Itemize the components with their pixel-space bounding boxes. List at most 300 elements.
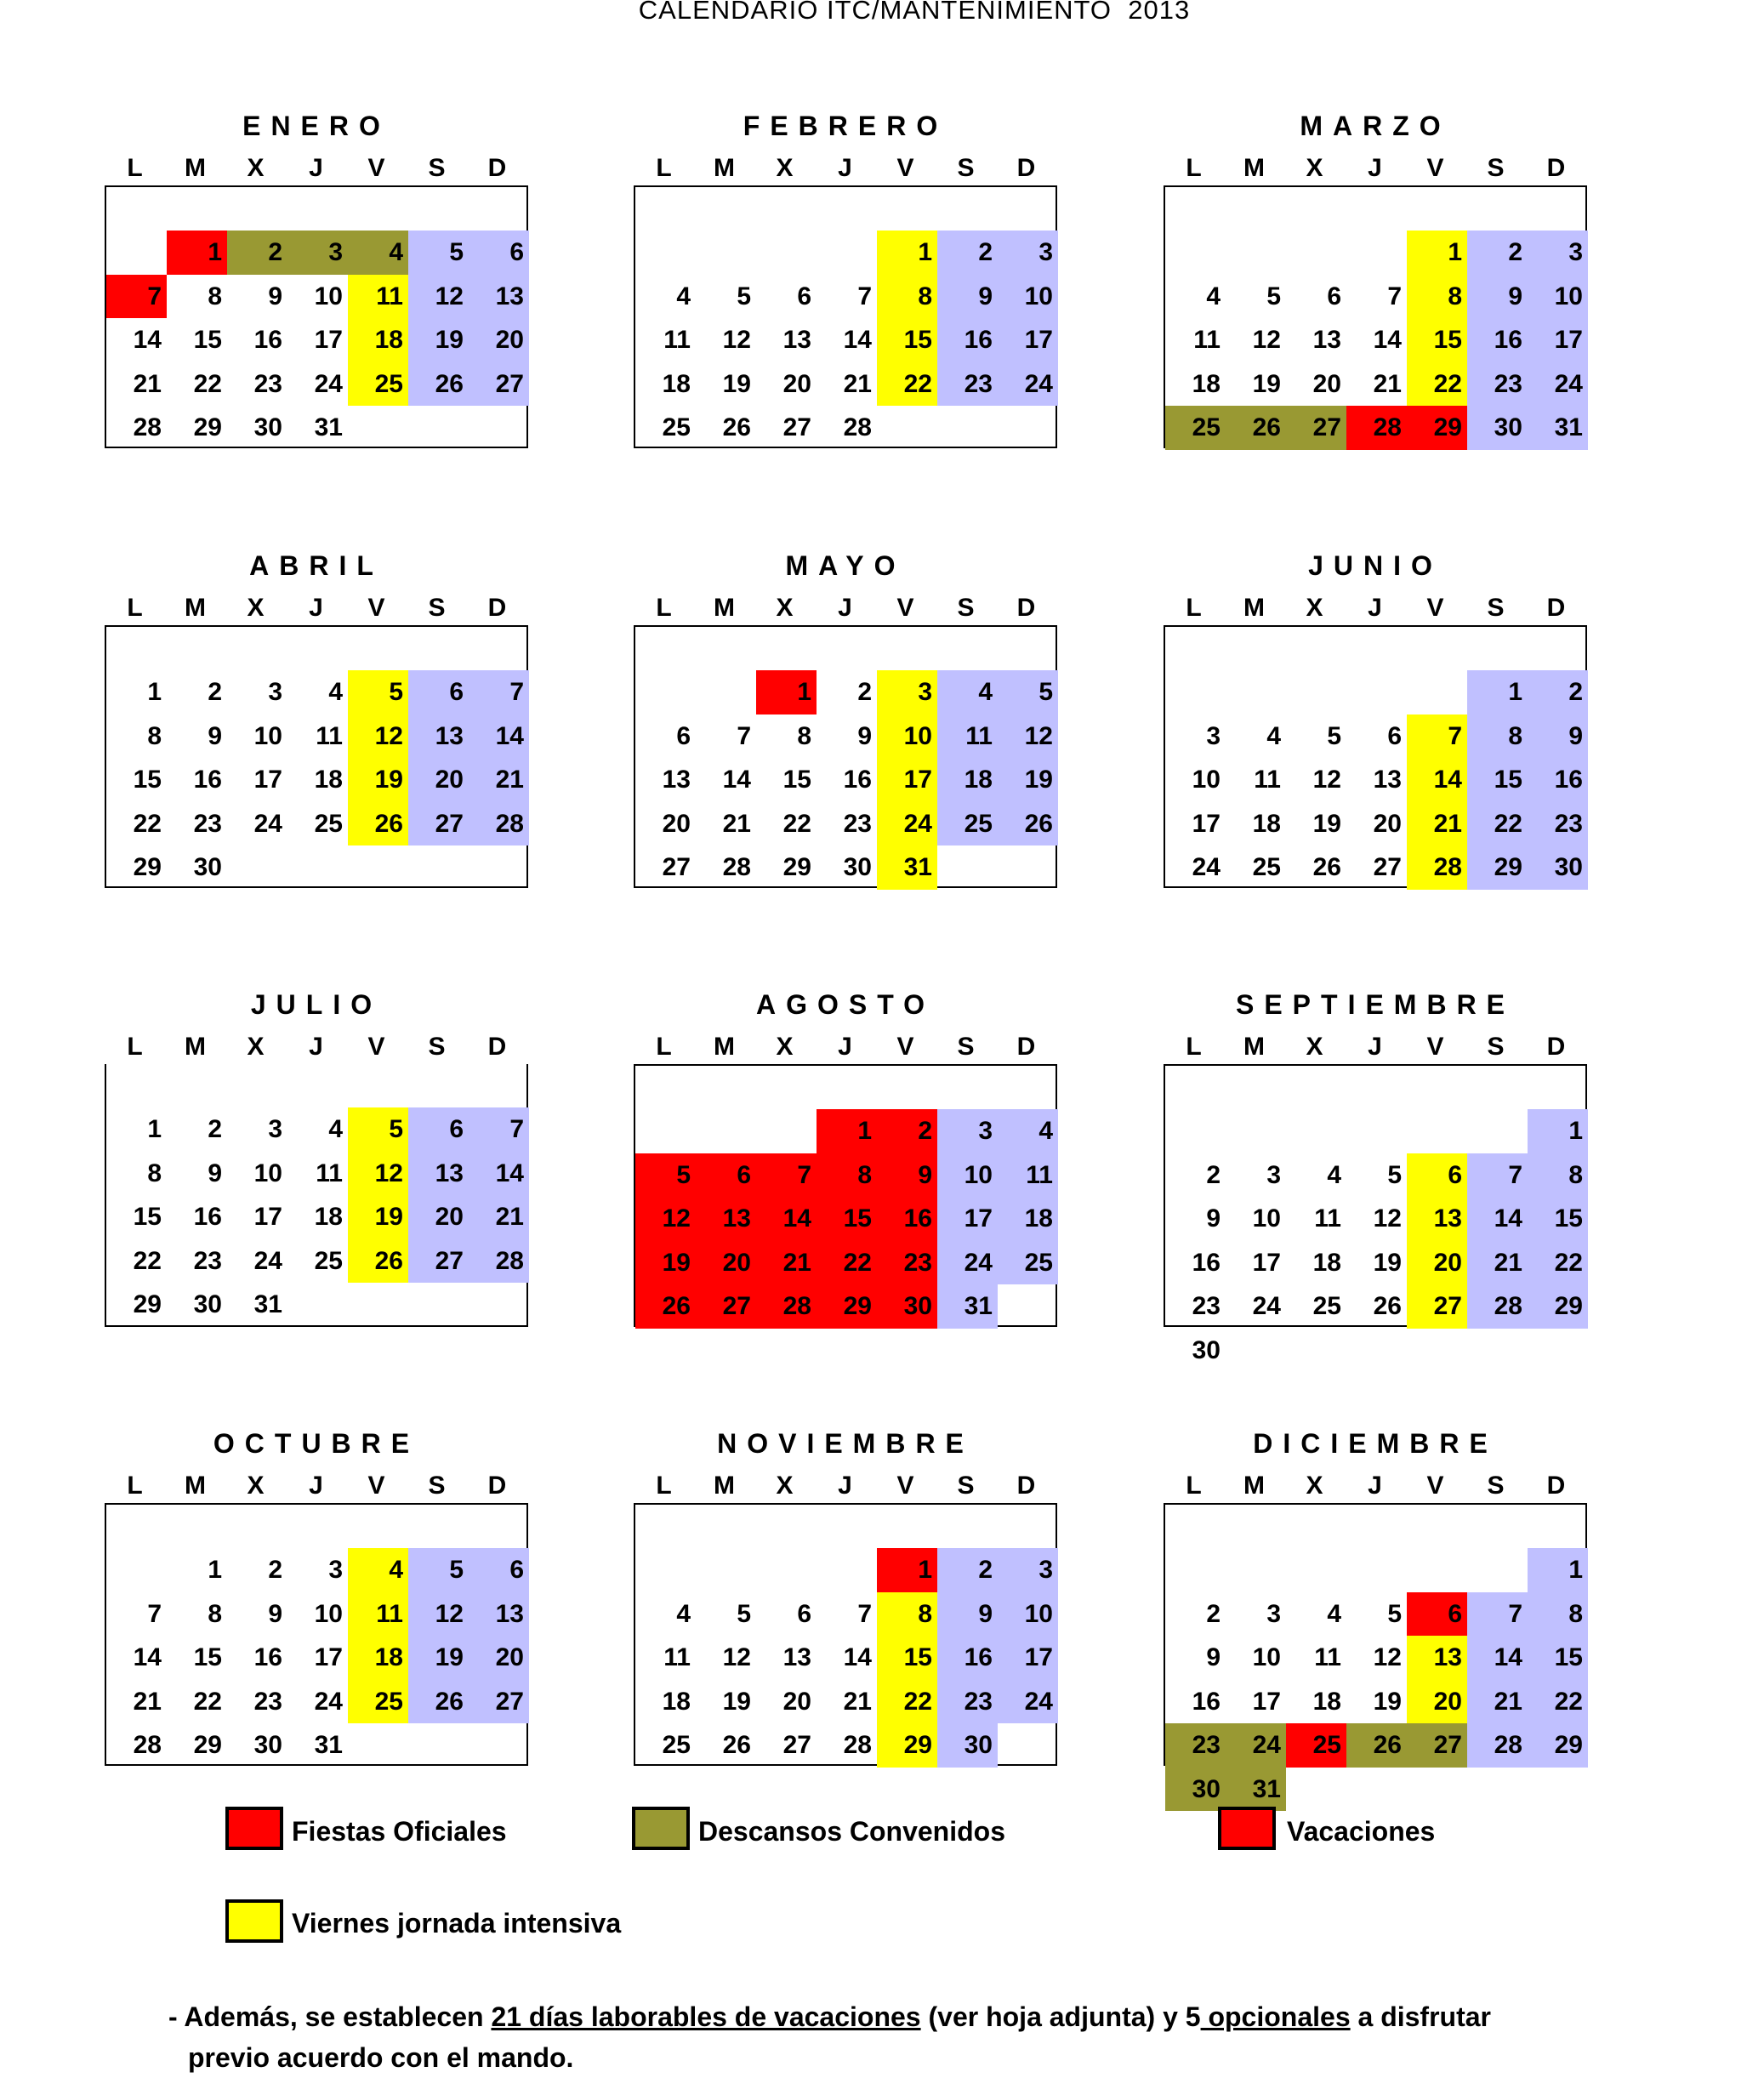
day-cell: 14	[1407, 758, 1467, 802]
weekday-header	[1164, 154, 1587, 188]
day-cell: 19	[348, 758, 408, 802]
day-cell: 4	[1266, 721, 1281, 750]
day-cell: 10	[253, 1159, 282, 1187]
weekday-label: V	[896, 1033, 914, 1061]
day-cell: 4	[676, 282, 691, 310]
day-cell: 17	[1192, 809, 1221, 838]
day-cell: 13	[782, 326, 811, 354]
weekday-label: M	[1243, 594, 1265, 622]
day-cell: 4	[676, 1599, 691, 1628]
weekday-label: J	[1368, 1033, 1382, 1061]
day-cell: 25	[662, 413, 691, 441]
day-cell: 25	[1286, 1723, 1346, 1768]
day-cell: 16	[937, 1636, 998, 1680]
weekday-label: X	[776, 1472, 794, 1500]
weekday-header	[634, 1472, 1057, 1506]
day-cell: 31	[877, 845, 937, 890]
day-cell: 16	[193, 766, 222, 794]
day-cell: 12	[1373, 1204, 1402, 1233]
day-cell: 6	[1407, 1153, 1467, 1198]
day-cell: 30	[937, 1723, 998, 1768]
day-cell: 13	[408, 714, 469, 759]
day-cell: 30	[193, 1290, 222, 1318]
note-part-2: 21 días laborables de vacaciones	[491, 2001, 921, 2032]
day-cell: 16	[193, 1203, 222, 1231]
day-cell: 10	[253, 721, 282, 750]
day-cell: 15	[1528, 1197, 1588, 1241]
day-cell: 10	[998, 1592, 1058, 1637]
day-cell: 7	[1407, 714, 1467, 759]
day-cell: 11	[1254, 766, 1281, 794]
weekday-label: D	[1546, 594, 1566, 622]
day-cell: 6	[797, 1599, 811, 1628]
weekday-label: D	[1016, 594, 1036, 622]
day-cell: 4	[348, 1548, 408, 1592]
day-cell: 8	[877, 1592, 937, 1637]
day-cell: 20	[1407, 1680, 1467, 1724]
day-cell: 26	[722, 1731, 751, 1759]
weekday-label: M	[714, 1472, 735, 1500]
day-cell: 17	[998, 318, 1058, 362]
day-cell: 7	[1467, 1153, 1528, 1198]
day-cell: 24	[314, 369, 343, 398]
weekday-label: J	[838, 1472, 852, 1500]
weekday-label: M	[185, 594, 206, 622]
day-cell: 20	[469, 1636, 529, 1680]
day-cell: 11	[1314, 1643, 1341, 1671]
weekday-label: L	[127, 1033, 143, 1061]
day-cell: 20	[1312, 369, 1341, 398]
weekday-label: M	[185, 1033, 206, 1061]
day-cell: 14	[843, 326, 872, 354]
day-cell: 24	[253, 809, 282, 838]
day-cell: 20	[469, 318, 529, 362]
day-cell: 26	[998, 802, 1058, 846]
day-cell: 25	[314, 1246, 343, 1275]
legend-swatch-vacaciones	[1218, 1807, 1276, 1850]
weekday-label: V	[896, 594, 914, 622]
day-cell: 18	[937, 758, 998, 802]
day-cell: 28	[756, 1284, 817, 1329]
day-cell: 24	[1192, 853, 1221, 881]
day-cell: 8	[797, 721, 811, 750]
day-cell: 2	[1206, 1160, 1221, 1189]
day-cell: 1	[1467, 670, 1528, 714]
weekday-header	[105, 1033, 528, 1067]
day-cell: 21	[1467, 1680, 1528, 1724]
day-cell: 9	[857, 721, 872, 750]
day-cell: 19	[408, 318, 469, 362]
day-cell: 23	[253, 1687, 282, 1716]
day-cell: 12	[722, 1643, 751, 1671]
day-cell: 26	[1312, 853, 1341, 881]
day-cell: 7	[1467, 1592, 1528, 1637]
weekday-label: L	[656, 154, 672, 182]
day-cell: 19	[348, 1195, 408, 1239]
day-cell: 13	[1312, 326, 1341, 354]
weekday-label: L	[127, 154, 143, 182]
day-cell: 7	[106, 275, 167, 319]
weekday-label: D	[1016, 1033, 1036, 1061]
weekday-label: S	[428, 1033, 446, 1061]
weekday-label: L	[127, 1472, 143, 1500]
day-cell: 5	[998, 670, 1058, 714]
weekday-label: D	[1016, 154, 1036, 182]
day-cell: 27	[408, 802, 469, 846]
month-name: JULIO	[250, 989, 383, 1020]
day-cell: 8	[1407, 275, 1467, 319]
day-cell: 13	[782, 1643, 811, 1671]
day-cell: 10	[937, 1153, 998, 1198]
day-cell: 5	[1266, 282, 1281, 310]
day-cell: 10	[998, 275, 1058, 319]
day-cell: 23	[253, 369, 282, 398]
day-cell: 29	[133, 1290, 162, 1318]
month-grid	[105, 1503, 528, 1766]
day-cell: 17	[314, 326, 343, 354]
day-cell: 8	[1528, 1592, 1588, 1637]
weekday-label: L	[1186, 1033, 1202, 1061]
day-cell: 21	[756, 1241, 817, 1285]
month-grid	[1164, 1503, 1587, 1803]
day-cell: 18	[1192, 369, 1221, 398]
month-grid	[105, 185, 528, 448]
day-cell: 14	[469, 1152, 529, 1196]
day-cell: 28	[843, 413, 872, 441]
day-cell: 28	[469, 802, 529, 846]
day-cell: 5	[348, 670, 408, 714]
day-cell: 3	[998, 231, 1058, 275]
day-cell: 29	[193, 413, 222, 441]
weekday-label: S	[1487, 1033, 1505, 1061]
weekday-header	[105, 1472, 528, 1506]
day-cell: 12	[1312, 766, 1341, 794]
day-cell: 9	[268, 282, 282, 310]
weekday-label: V	[367, 1033, 385, 1061]
day-cell: 12	[635, 1197, 696, 1241]
day-cell: 18	[314, 766, 343, 794]
day-cell: 11	[1193, 326, 1221, 354]
day-cell: 1	[147, 1115, 162, 1143]
weekday-label: D	[1546, 1472, 1566, 1500]
day-cell: 23	[937, 1680, 998, 1724]
day-cell: 22	[877, 362, 937, 407]
day-cell: 3	[1528, 231, 1588, 275]
day-cell: 17	[1252, 1687, 1281, 1716]
day-cell: 19	[722, 1687, 751, 1716]
day-cell: 23	[877, 1241, 937, 1285]
month-name: ENERO	[242, 111, 390, 141]
day-cell: 3	[1266, 1599, 1281, 1628]
weekday-label: S	[1487, 1472, 1505, 1500]
day-cell: 5	[1327, 721, 1341, 750]
day-cell: 17	[877, 758, 937, 802]
month-grid	[634, 625, 1057, 888]
day-cell: 31	[1226, 1768, 1286, 1812]
day-cell: 11	[663, 326, 691, 354]
day-cell: 31	[314, 413, 343, 441]
weekday-label: L	[656, 1033, 672, 1061]
day-cell: 14	[1467, 1636, 1528, 1680]
day-cell: 29	[1467, 845, 1528, 890]
weekday-label: S	[957, 1472, 975, 1500]
day-cell: 24	[937, 1241, 998, 1285]
day-cell: 29	[877, 1723, 937, 1768]
day-cell: 31	[314, 1731, 343, 1759]
day-cell: 24	[1252, 1292, 1281, 1320]
day-cell: 14	[756, 1197, 817, 1241]
day-cell: 22	[1407, 362, 1467, 407]
day-cell: 14	[843, 1643, 872, 1671]
month-name: FEBRERO	[743, 111, 948, 141]
day-cell: 2	[877, 1109, 937, 1153]
weekday-label: S	[957, 154, 975, 182]
weekday-label: X	[1306, 594, 1323, 622]
day-cell: 21	[133, 1687, 162, 1716]
month-name: ABRIL	[249, 550, 384, 581]
day-cell: 7	[857, 1599, 872, 1628]
day-cell: 31	[1528, 406, 1588, 450]
day-cell: 8	[1467, 714, 1528, 759]
day-cell: 27	[469, 1680, 529, 1724]
day-cell: 13	[469, 1592, 529, 1637]
day-cell: 16	[253, 326, 282, 354]
day-cell: 8	[208, 282, 222, 310]
day-cell: 1	[1528, 1109, 1588, 1153]
weekday-header	[634, 154, 1057, 188]
day-cell: 20	[1373, 809, 1402, 838]
weekday-label: X	[776, 1033, 794, 1061]
weekday-label: V	[367, 1472, 385, 1500]
day-cell: 2	[1206, 1599, 1221, 1628]
day-cell: 10	[1528, 275, 1588, 319]
day-cell: 29	[1407, 406, 1467, 450]
weekday-label: M	[1243, 1472, 1265, 1500]
month-grid	[105, 1064, 528, 1327]
day-cell: 14	[469, 714, 529, 759]
legend-label-descansos: Descansos Convenidos	[698, 1816, 1005, 1847]
day-cell: 6	[1407, 1592, 1467, 1637]
day-cell: 16	[1192, 1248, 1221, 1277]
day-cell: 15	[817, 1197, 877, 1241]
weekday-label: V	[1426, 154, 1444, 182]
day-cell: 27	[1407, 1723, 1467, 1768]
day-cell: 15	[1467, 758, 1528, 802]
weekday-label: J	[838, 594, 852, 622]
month-grid	[634, 185, 1057, 448]
day-cell: 9	[877, 1153, 937, 1198]
day-cell: 18	[314, 1203, 343, 1231]
day-cell: 13	[1407, 1636, 1467, 1680]
day-cell: 27	[696, 1284, 756, 1329]
day-cell: 29	[1528, 1723, 1588, 1768]
month-grid	[634, 1064, 1057, 1327]
day-cell: 10	[314, 1599, 343, 1628]
day-cell: 22	[1528, 1680, 1588, 1724]
day-cell: 22	[1467, 802, 1528, 846]
day-cell: 4	[1327, 1160, 1341, 1189]
weekday-label: V	[1426, 1033, 1444, 1061]
day-cell: 20	[696, 1241, 756, 1285]
legend-label-viernes: Viernes jornada intensiva	[292, 1908, 622, 1939]
day-cell: 9	[208, 721, 222, 750]
day-cell: 5	[408, 231, 469, 275]
day-cell: 25	[348, 1680, 408, 1724]
day-cell: 29	[817, 1284, 877, 1329]
day-cell: 22	[133, 1246, 162, 1275]
day-cell: 27	[1286, 406, 1346, 450]
day-cell: 16	[877, 1197, 937, 1241]
month-grid	[1164, 625, 1587, 888]
day-cell: 19	[408, 1636, 469, 1680]
day-cell: 27	[1373, 853, 1402, 881]
day-cell: 26	[635, 1284, 696, 1329]
weekday-label: V	[1426, 594, 1444, 622]
day-cell: 1	[877, 231, 937, 275]
day-cell: 26	[408, 1680, 469, 1724]
weekday-label: V	[367, 154, 385, 182]
weekday-label: L	[656, 1472, 672, 1500]
weekday-label: S	[428, 154, 446, 182]
day-cell: 19	[1312, 809, 1341, 838]
day-cell: 11	[348, 275, 408, 319]
day-cell: 1	[817, 1109, 877, 1153]
note-part-4: opcionales	[1200, 2001, 1351, 2032]
day-cell: 10	[314, 282, 343, 310]
day-cell: 4	[328, 1115, 343, 1143]
weekday-label: X	[1306, 1472, 1323, 1500]
weekday-label: J	[309, 594, 323, 622]
day-cell: 27	[469, 362, 529, 407]
day-cell: 12	[408, 275, 469, 319]
day-cell: 18	[348, 1636, 408, 1680]
day-cell: 7	[857, 282, 872, 310]
day-cell: 23	[1467, 362, 1528, 407]
day-cell: 7	[756, 1153, 817, 1198]
legend-label-vacaciones: Vacaciones	[1287, 1816, 1436, 1847]
weekday-label: L	[1186, 594, 1202, 622]
day-cell: 20	[782, 1687, 811, 1716]
day-cell: 10	[1252, 1643, 1281, 1671]
day-cell: 28	[722, 853, 751, 881]
day-cell: 28	[133, 413, 162, 441]
day-cell: 21	[843, 1687, 872, 1716]
day-cell: 19	[1373, 1248, 1402, 1277]
day-cell: 7	[469, 670, 529, 714]
day-cell: 19	[998, 758, 1058, 802]
day-cell: 16	[253, 1643, 282, 1671]
month-grid	[1164, 1064, 1587, 1364]
day-cell: 28	[1467, 1284, 1528, 1329]
day-cell: 20	[1407, 1241, 1467, 1285]
day-cell: 14	[133, 1643, 162, 1671]
day-cell: 28	[1346, 406, 1407, 450]
day-cell: 3	[268, 678, 282, 706]
day-cell: 13	[469, 275, 529, 319]
day-cell: 17	[1252, 1248, 1281, 1277]
day-cell: 10	[877, 714, 937, 759]
day-cell: 18	[998, 1197, 1058, 1241]
weekday-label: X	[1306, 1033, 1323, 1061]
weekday-label: M	[714, 594, 735, 622]
day-cell: 8	[877, 275, 937, 319]
weekday-label: J	[838, 154, 852, 182]
month-name: OCTUBRE	[213, 1428, 420, 1459]
month-grid	[634, 1503, 1057, 1766]
weekday-label: D	[487, 594, 507, 622]
day-cell: 3	[1206, 721, 1221, 750]
day-cell: 30	[193, 853, 222, 881]
day-cell: 3	[1266, 1160, 1281, 1189]
day-cell: 28	[133, 1731, 162, 1759]
weekday-label: X	[247, 594, 265, 622]
weekday-label: J	[838, 1033, 852, 1061]
weekday-label: X	[247, 1472, 265, 1500]
day-cell: 15	[133, 1203, 162, 1231]
day-cell: 3	[877, 670, 937, 714]
weekday-header	[1164, 1033, 1587, 1067]
day-cell: 1	[877, 1548, 937, 1592]
day-cell: 16	[937, 318, 998, 362]
day-cell: 25	[348, 362, 408, 407]
day-cell: 6	[408, 1107, 469, 1152]
day-cell: 12	[408, 1592, 469, 1637]
day-cell: 25	[998, 1241, 1058, 1285]
month-grid	[105, 625, 528, 888]
day-cell: 14	[133, 326, 162, 354]
day-cell: 18	[662, 369, 691, 398]
day-cell: 15	[193, 1643, 222, 1671]
day-cell: 2	[937, 231, 998, 275]
weekday-header	[634, 1033, 1057, 1067]
day-cell: 9	[1467, 275, 1528, 319]
day-cell: 21	[1373, 369, 1402, 398]
day-cell: 1	[208, 1556, 222, 1584]
day-cell: 8	[208, 1599, 222, 1628]
day-cell: 1	[167, 231, 227, 275]
day-cell: 20	[662, 809, 691, 838]
day-cell: 24	[998, 1680, 1058, 1724]
weekday-label: X	[776, 154, 794, 182]
day-cell: 5	[348, 1107, 408, 1152]
day-cell: 13	[408, 1152, 469, 1196]
day-cell: 17	[1528, 318, 1588, 362]
day-cell: 18	[1252, 809, 1281, 838]
day-cell: 26	[1226, 406, 1286, 450]
legend-swatch-viernes	[225, 1899, 283, 1943]
weekday-label: X	[247, 1033, 265, 1061]
month-name: NOVIEMBRE	[717, 1428, 974, 1459]
day-cell: 13	[1373, 766, 1402, 794]
day-cell: 26	[1373, 1292, 1402, 1320]
day-cell: 22	[133, 809, 162, 838]
day-cell: 28	[1407, 845, 1467, 890]
weekday-label: S	[957, 1033, 975, 1061]
day-cell: 2	[857, 678, 872, 706]
day-cell: 23	[193, 809, 222, 838]
day-cell: 27	[408, 1239, 469, 1284]
day-cell: 19	[722, 369, 751, 398]
day-cell: 2	[937, 1548, 998, 1592]
day-cell: 11	[937, 714, 998, 759]
day-cell: 30	[1165, 1768, 1226, 1812]
weekday-label: J	[309, 154, 323, 182]
note-part-1: - Además, se establecen	[168, 2001, 492, 2032]
day-cell: 20	[782, 369, 811, 398]
day-cell: 22	[193, 369, 222, 398]
day-cell: 15	[193, 326, 222, 354]
day-cell: 28	[1467, 1723, 1528, 1768]
